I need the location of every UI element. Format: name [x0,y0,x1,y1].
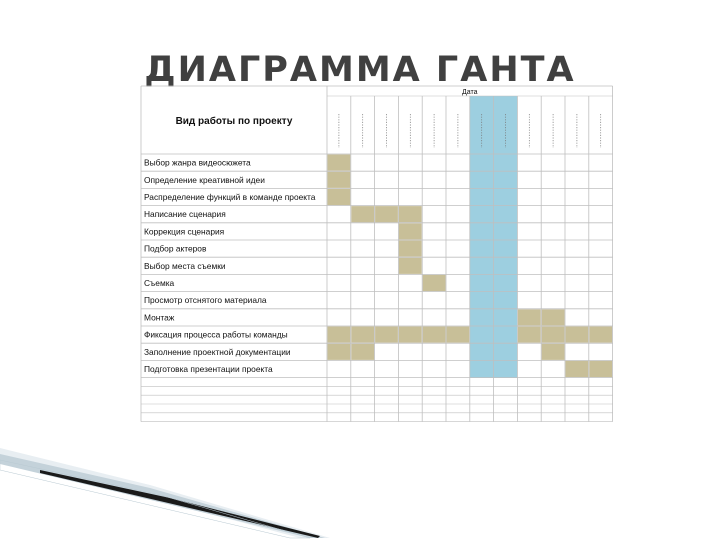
gantt-bar [328,327,351,343]
gantt-bar [399,327,422,343]
gantt-bar [351,327,374,343]
gantt-bar [328,189,351,205]
task-label: Определение креативной идеи [144,174,265,185]
gantt-bar [542,309,565,325]
slide-title: ДИАГРАММА ГАНТА [144,50,576,90]
gantt-bar [399,223,422,239]
gantt-bar [423,327,446,343]
task-label: Заполнение проектной документации [144,346,291,357]
task-label: Распределение функций в команде проекта [144,192,316,202]
task-label: Съемка [144,278,175,288]
gantt-bar [447,327,470,343]
task-label: Фиксация процесса работы команды [144,329,288,340]
gantt-bar [375,327,398,343]
date-column-header: Дата [462,89,478,96]
gantt-bar [566,361,589,377]
gantt-bar [351,344,374,360]
gantt-bar [518,309,541,325]
gantt-bar [351,206,374,222]
gantt-bar [589,327,612,343]
gantt-bar [423,275,446,291]
gantt-bar [542,344,565,360]
task-label: Выбор жанра видеосюжета [144,157,251,168]
gantt-bar [328,172,351,188]
gantt-bar [399,241,422,257]
task-label: Коррекция сценария [144,226,225,237]
gantt-bar [518,327,541,343]
task-label: Выбор места съемки [144,260,226,271]
gantt-bar [328,344,351,360]
decorative-swoosh [0,440,340,540]
task-column-header: Вид работы по проекту [175,116,293,127]
task-label: Подготовка презентации проекта [144,364,273,374]
gantt-bar [328,155,351,171]
task-label: Монтаж [144,312,175,323]
gantt-bar [399,258,422,274]
task-label: Написание сценария [144,209,226,220]
gantt-bar [375,206,398,222]
task-label: Просмотр отснятого материала [144,295,267,306]
gantt-bar [399,206,422,222]
gantt-bar [589,361,612,377]
task-label: Подбор актеров [144,243,207,254]
gantt-bar [566,327,589,343]
gantt-bar [542,327,565,343]
